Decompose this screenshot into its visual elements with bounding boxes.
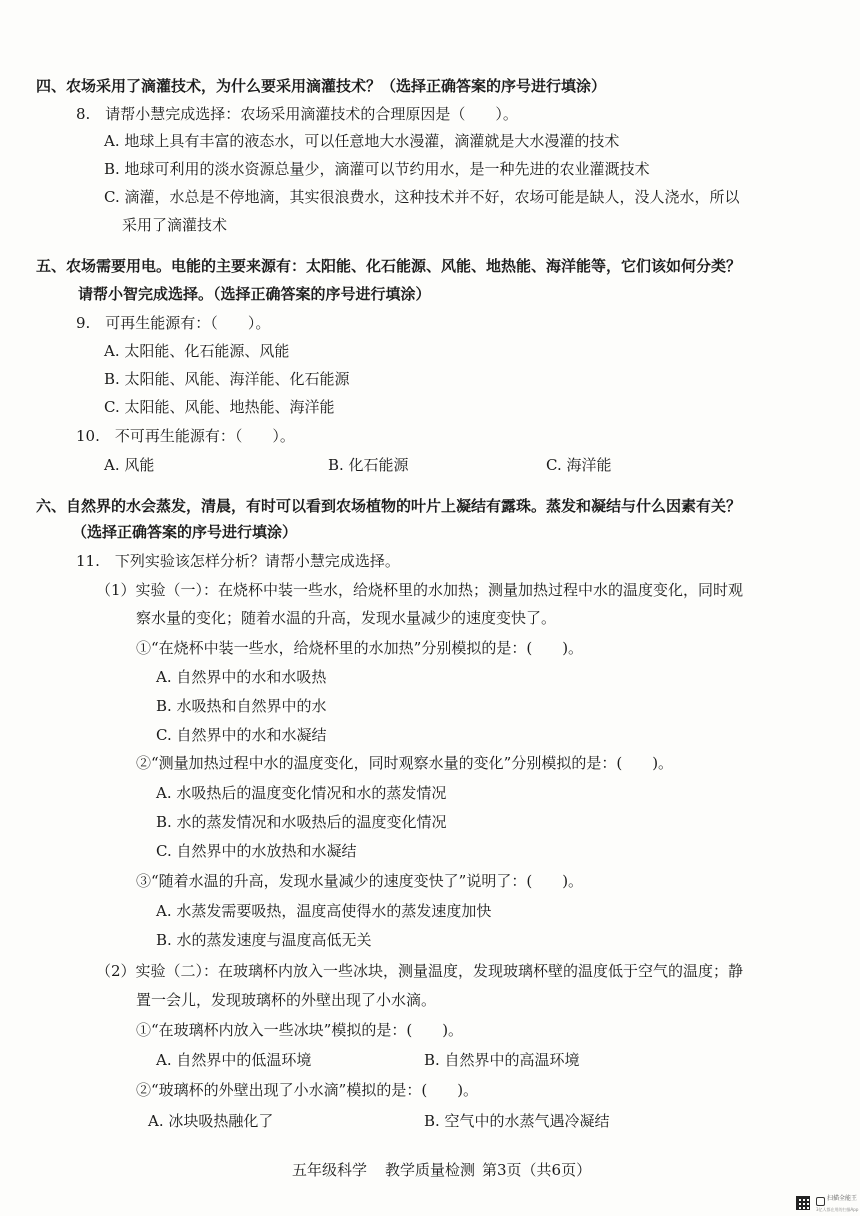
exp2-sq1-option-b: B. 自然界中的高温环境	[424, 1051, 580, 1069]
watermark-tagline: 3亿人都在用的扫描App	[816, 1207, 859, 1212]
footer-page-number: 第3页（共6页）	[482, 1161, 592, 1179]
q10-option-b: B. 化石能源	[328, 456, 409, 474]
q10-option-a: A. 风能	[104, 456, 155, 474]
exp2-subquestion-2: ②“玻璃杯的外壁出现了小水滴”模拟的是：( )。	[136, 1081, 479, 1099]
q8-option-b: B. 地球可利用的淡水资源总量少，滴灌可以节约用水，是一种先进的农业灌溉技术	[104, 160, 650, 178]
exp1-subquestion-3: ③“随着水温的升高，发现水量减少的速度变快了”说明了：( )。	[136, 872, 584, 890]
footer-exam-title: 教学质量检测	[385, 1161, 476, 1179]
watermark-brand: 扫描全能王	[827, 1195, 858, 1202]
question-10: 10. 不可再生能源有：（ ）。	[76, 427, 295, 445]
q10-option-c: C. 海洋能	[546, 456, 612, 474]
exp2-subquestion-1: ①“在玻璃杯内放入一些冰块”模拟的是：( )。	[136, 1021, 464, 1039]
experiment-2-desc-cont: 置一会儿，发现玻璃杯的外壁出现了小水滴。	[136, 991, 437, 1009]
exp2-sq2-option-a: A. 冰块吸热融化了	[148, 1112, 274, 1130]
footer-subject: 五年级科学	[292, 1161, 368, 1179]
q9-option-b: B. 太阳能、风能、海洋能、化石能源	[104, 370, 350, 388]
exp1-subquestion-2: ②“测量加热过程中水的温度变化，同时观察水量的变化”分别模拟的是：( )。	[136, 754, 674, 772]
question-9: 9. 可再生能源有：（ ）。	[76, 314, 271, 332]
exp1-sq1-option-c: C. 自然界中的水和水凝结	[156, 726, 327, 744]
section-5-heading: 五、农场需要用电。电能的主要来源有：太阳能、化石能源、风能、地热能、海洋能等，它们该如何分类？	[36, 257, 742, 275]
qr-code-icon	[796, 1196, 810, 1210]
exp1-sq3-option-a: A. 水蒸发需要吸热，温度高使得水的蒸发速度加快	[156, 902, 492, 920]
section-6-heading-cont: （选择正确答案的序号进行填涂）	[72, 523, 298, 541]
q8-option-c-cont: 采用了滴灌技术	[122, 216, 228, 234]
question-8: 8. 请帮小慧完成选择：农场采用滴灌技术的合理原因是（ ）。	[76, 105, 518, 123]
exp1-subquestion-1: ①“在烧杯中装一些水，给烧杯里的水加热”分别模拟的是：( )。	[136, 639, 584, 657]
exp1-sq3-option-b: B. 水的蒸发速度与温度高低无关	[156, 931, 372, 949]
q9-option-c: C. 太阳能、风能、地热能、海洋能	[104, 398, 335, 416]
exp1-sq1-option-a: A. 自然界中的水和水吸热	[156, 668, 327, 686]
exp1-sq2-option-b: B. 水的蒸发情况和水吸热后的温度变化情况	[156, 813, 447, 831]
exp2-sq2-option-b: B. 空气中的水蒸气遇冷凝结	[424, 1112, 610, 1130]
exp1-sq1-option-b: B. 水吸热和自然界中的水	[156, 697, 327, 715]
section-6-heading: 六、自然界的水会蒸发，清晨，有时可以看到农场植物的叶片上凝结有露珠。蒸发和凝结与什么因素有关？	[36, 497, 742, 515]
q8-option-a: A. 地球上具有丰富的液态水，可以任意地大水漫灌，滴灌就是大水漫灌的技术	[104, 132, 620, 150]
experiment-1-desc-cont: 察水量的变化；随着水温的升高，发现水量减少的速度变快了。	[136, 609, 557, 627]
section-4-heading: 四、农场采用了滴灌技术，为什么要采用滴灌技术？（选择正确答案的序号进行填涂）	[36, 77, 607, 95]
q8-option-c: C. 滴灌，水总是不停地滴，其实很浪费水，这种技术并不好，农场可能是缺人，没人浇水，所以	[104, 188, 740, 206]
exp2-sq1-option-a: A. 自然界中的低温环境	[156, 1051, 312, 1069]
question-11: 11. 下列实验该怎样分析？请帮小慧完成选择。	[76, 552, 400, 570]
experiment-1-desc: （1）实验（一）：在烧杯中装一些水，给烧杯里的水加热；测量加热过程中水的温度变化，同时观	[96, 581, 744, 599]
experiment-2-desc: （2）实验（二）：在玻璃杯内放入一些冰块，测量温度，发现玻璃杯壁的温度低于空气的温度；静	[96, 962, 744, 980]
scanner-logo-icon	[816, 1197, 825, 1206]
exp1-sq2-option-a: A. 水吸热后的温度变化情况和水的蒸发情况	[156, 784, 447, 802]
section-5-heading-cont: 请帮小智完成选择。（选择正确答案的序号进行填涂）	[78, 285, 431, 303]
exp1-sq2-option-c: C. 自然界中的水放热和水凝结	[156, 842, 357, 860]
q9-option-a: A. 太阳能、化石能源、风能	[104, 342, 290, 360]
